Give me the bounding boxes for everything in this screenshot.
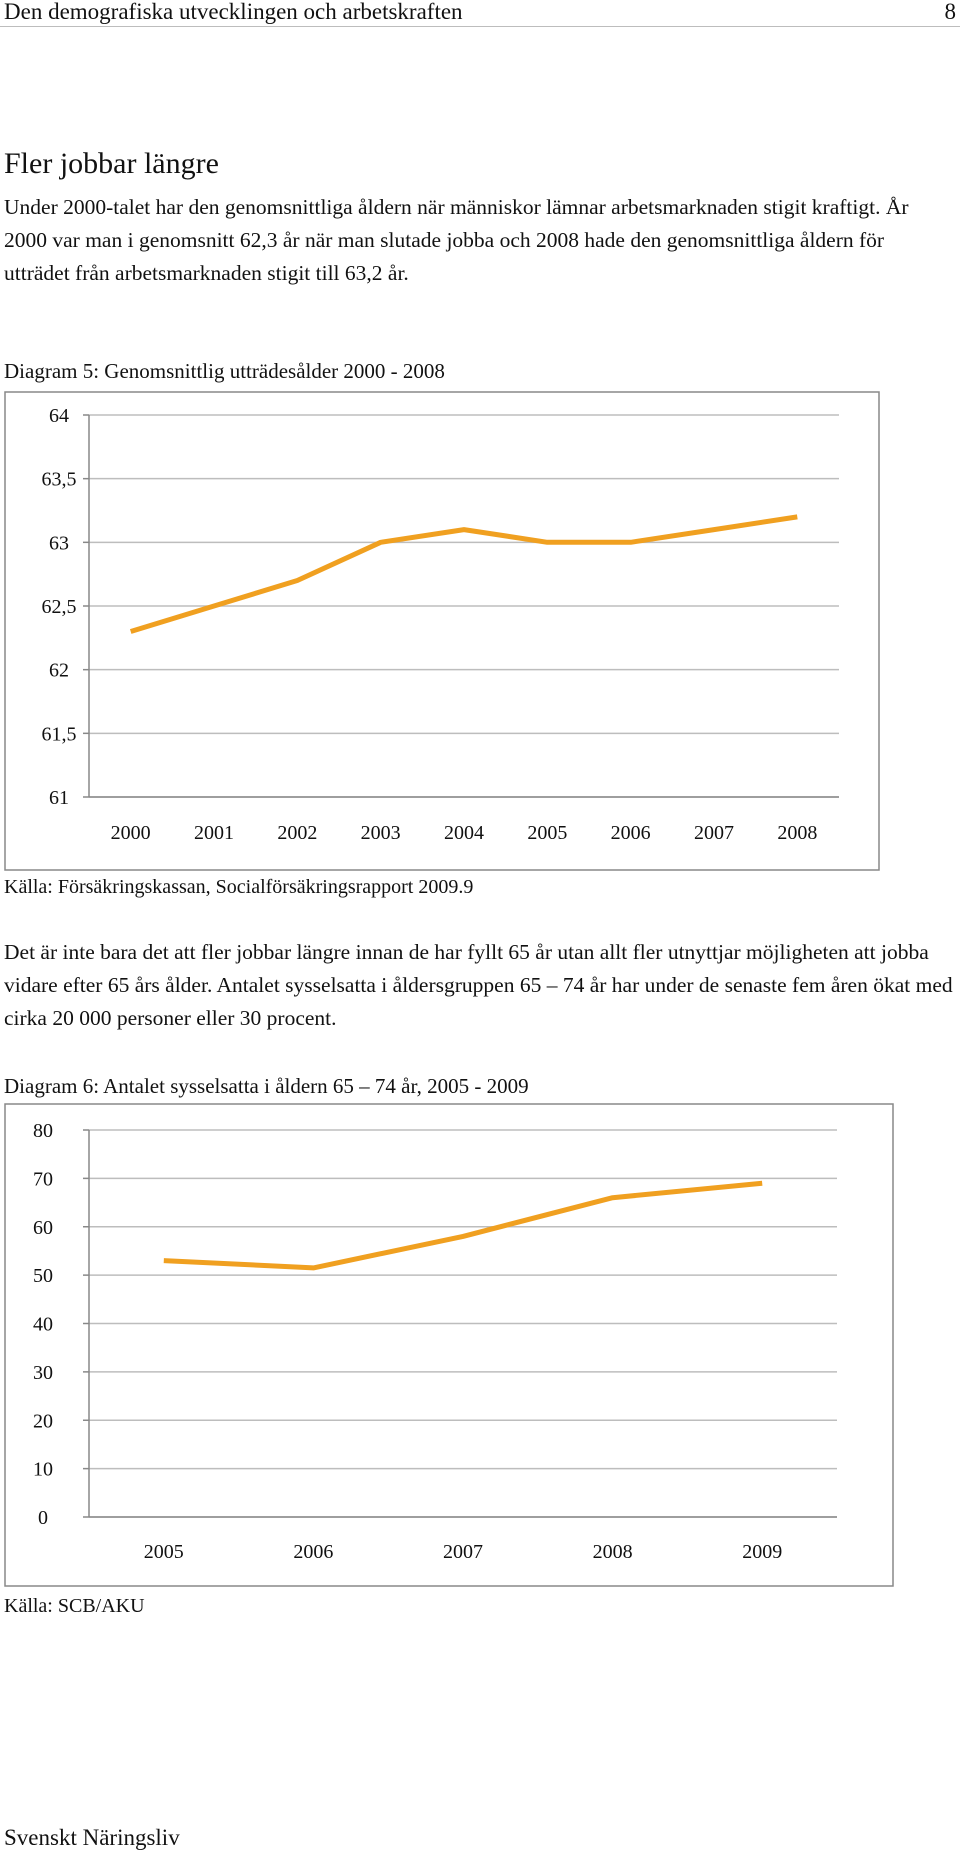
diagram-5-caption: Diagram 5: Genomsnittlig utträdesålder 2000 - 2008 [4,359,445,383]
d6-x-tick-label: 2007 [443,1541,483,1563]
d6-x-tick-label: 2008 [592,1541,633,1563]
header-title: Den demografiska utvecklingen och arbetskraften [4,0,463,24]
d6-y-tick-label: 30 [33,1361,53,1384]
diagram-5-source: Källa: Försäkringskassan, Socialförsäkringsrapport 2009.9 [4,876,474,898]
diagram-5-svg [0,388,900,873]
diagram-6-svg [0,1101,900,1591]
d5-y-tick-label: 61,5 [41,723,77,746]
paragraph-2: Det är inte bara det att fler jobbar längre innan de har fyllt 65 år utan allt fler utnyttjar möjligheten att jobba vidare efter 65 års ålder. Antalet sysselsatta i åldersgruppen 65 – 74 år har under de senaste fem åren ökat med cirka 20 000 personer eller 30 procent. [4,940,953,1030]
d5-series-line [131,517,798,632]
d6-y-tick-label: 40 [33,1313,53,1336]
d5-x-tick-label: 2003 [360,822,401,844]
page-number: 8 [944,0,956,24]
d5-x-tick-label: 2000 [110,822,151,844]
d5-x-tick-label: 2006 [610,822,651,844]
d6-y-tick-label: 20 [33,1410,53,1433]
diagram-6-source: Källa: SCB/AKU [4,1595,145,1617]
d5-x-tick-label: 2008 [777,822,818,844]
section-title: Fler jobbar längre [4,147,219,180]
d6-x-tick-label: 2009 [742,1541,783,1563]
d6-y-tick-label: 50 [33,1265,53,1288]
d5-y-tick-label: 61 [49,787,69,809]
d6-series-line [164,1183,762,1268]
d5-y-tick-label: 63,5 [41,468,77,491]
diagram-5-chart [0,388,900,873]
diagram-6-caption: Diagram 6: Antalet sysselsatta i åldern 65 – 74 år, 2005 - 2009 [4,1074,529,1098]
d6-x-tick-label: 2006 [293,1541,334,1563]
d5-x-tick-label: 2005 [527,822,568,844]
diagram-6-chart [0,1101,900,1591]
page-header [0,0,960,27]
d6-x-tick-label: 2005 [143,1541,184,1563]
d5-x-tick-label: 2007 [694,822,734,844]
page-footer: Svenskt Näringsliv [4,1825,180,1850]
d5-x-tick-label: 2004 [444,822,484,844]
d6-y-tick-label: 80 [33,1120,53,1142]
d6-frame [5,1104,893,1586]
d5-y-tick-label: 64 [49,405,69,427]
d5-y-tick-label: 63 [49,532,69,555]
d5-y-tick-label: 62,5 [41,596,77,618]
d6-y-tick-label: 10 [33,1458,53,1481]
d6-y-tick-label: 70 [33,1168,53,1191]
d6-y-tick-label: 60 [33,1216,53,1239]
d5-x-tick-label: 2001 [194,822,234,844]
d6-y-tick-label: 0 [38,1507,48,1529]
paragraph-1: Under 2000-talet har den genomsnittliga åldern när människor lämnar arbetsmarknaden stigit kraftigt. År 2000 var man i genomsnitt 62,3 år när man slutade jobba och 2008 hade den genomsnittliga åldern för utträdet från arbetsmarknaden stigit till 63,2 år. [4,195,909,285]
d5-y-tick-label: 62 [49,659,69,682]
d5-x-tick-label: 2002 [277,822,318,844]
